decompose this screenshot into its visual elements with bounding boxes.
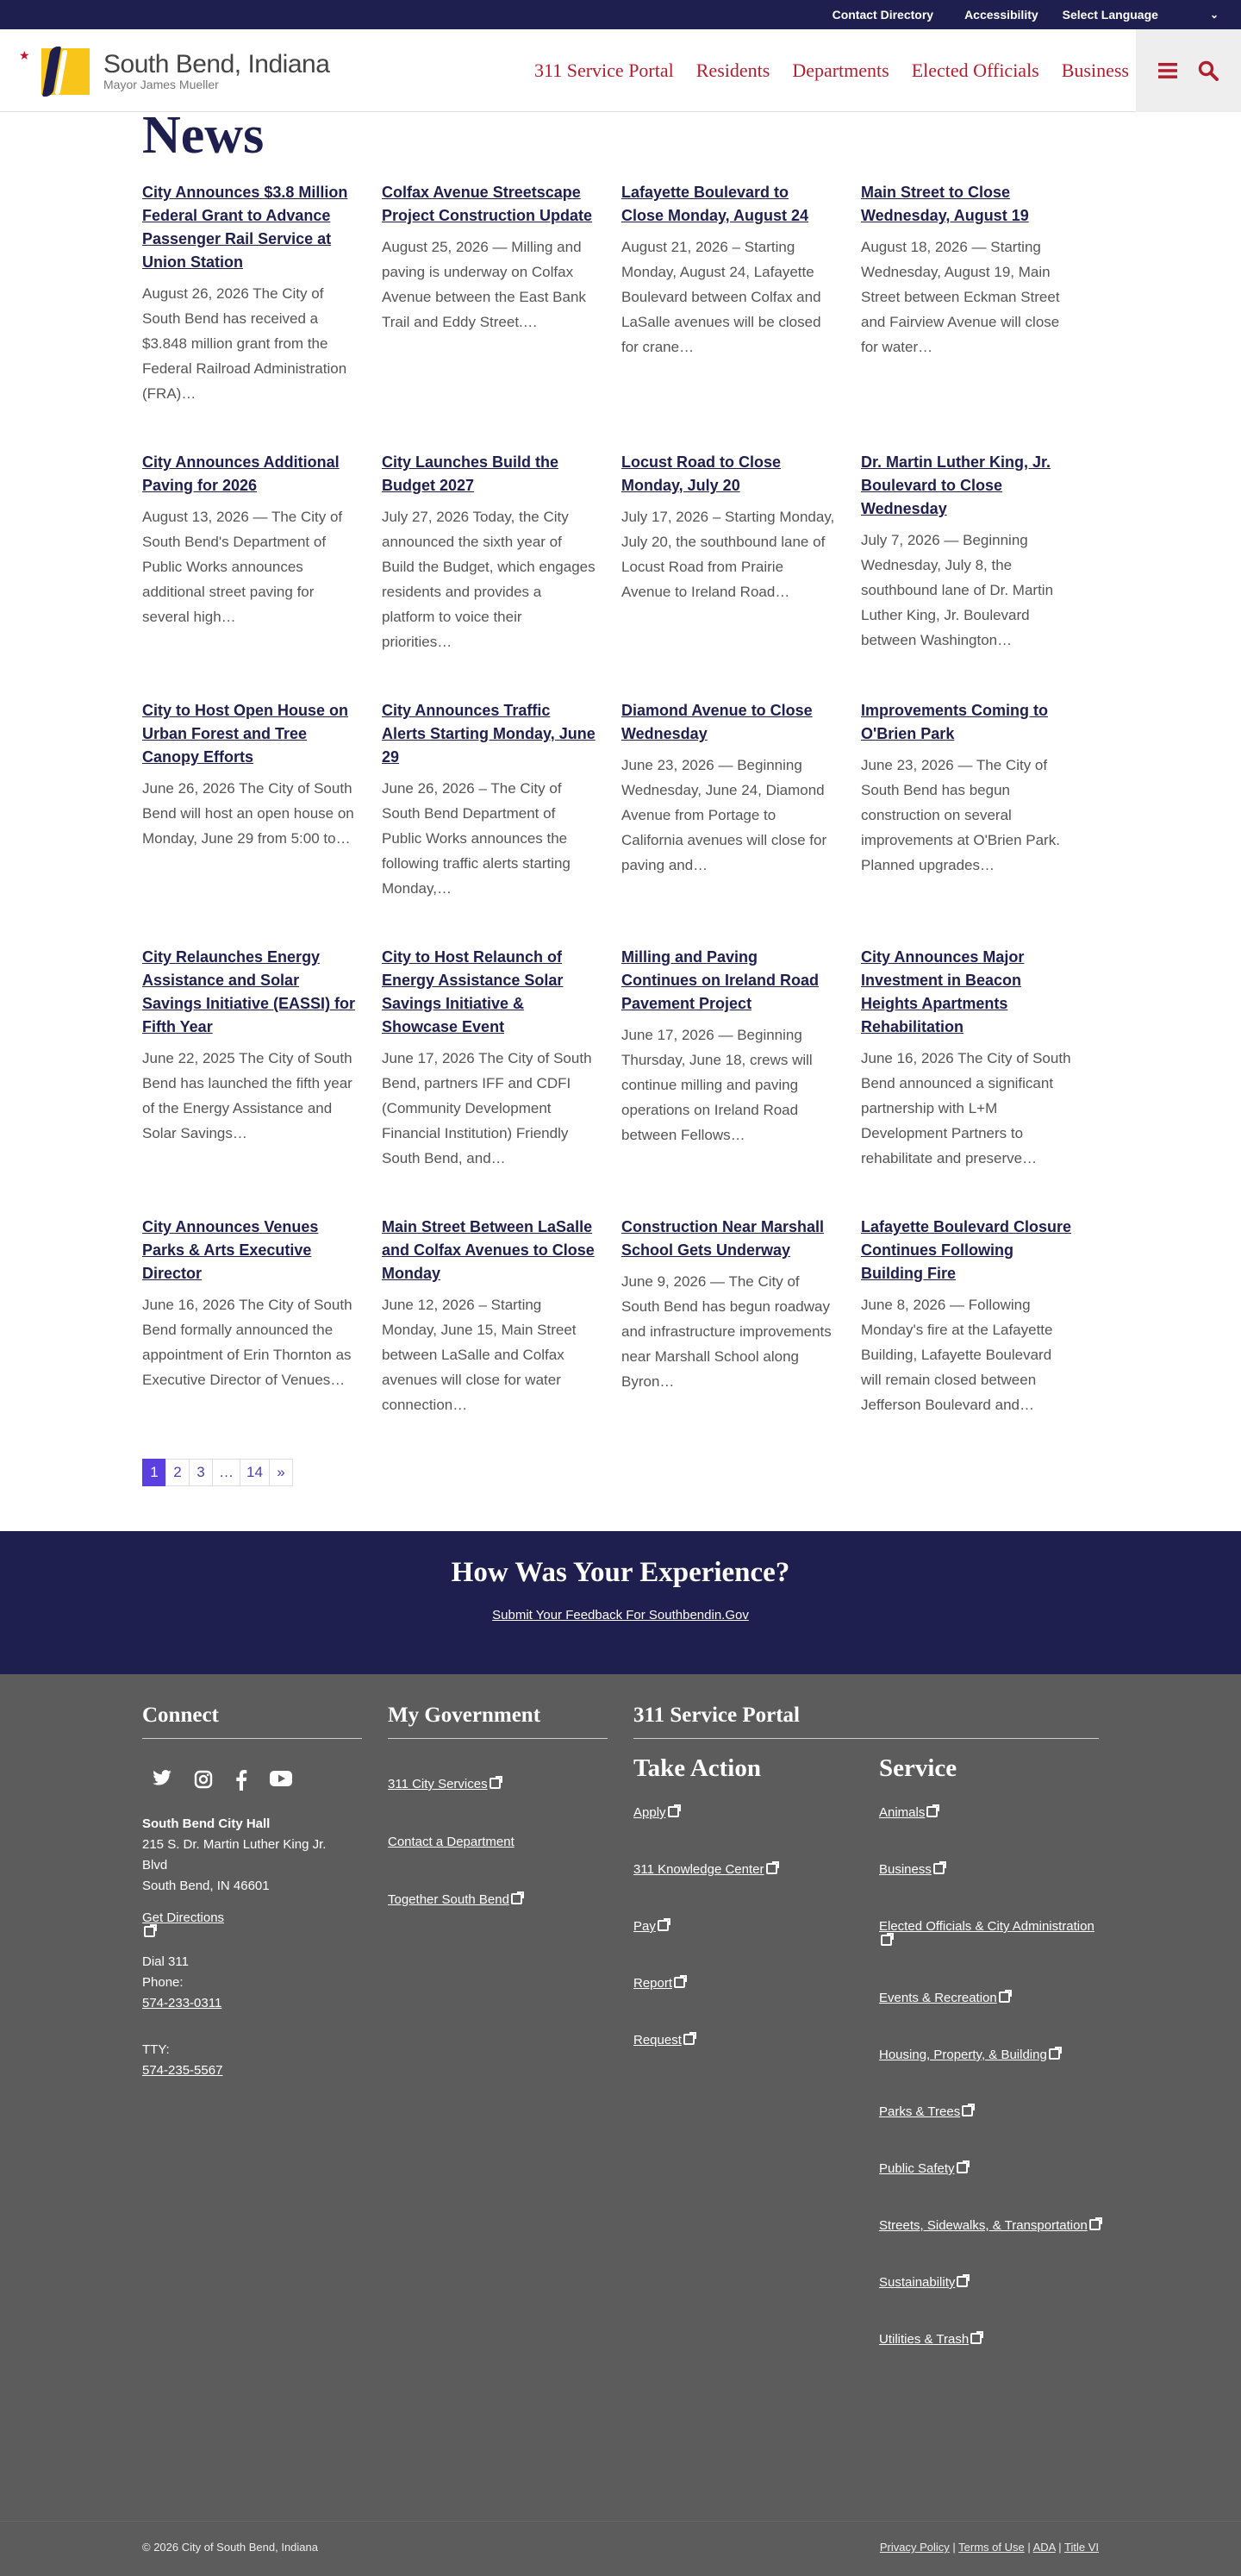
take-action-column	[633, 1754, 866, 2090]
accessibility-link[interactable]: Accessibility	[964, 8, 1038, 22]
page-14-button[interactable]: 14	[240, 1459, 270, 1486]
news-item	[621, 699, 861, 901]
news-title-link[interactable]: City Announces Traffic Alerts Starting Monday, June 29	[382, 702, 596, 766]
news-snippet: August 18, 2026 — Starting Wednesday, August 19, Main Street between Eckman Street and Fairview Avenue will close for water…	[861, 239, 1060, 355]
news-item	[621, 451, 861, 654]
news-title-link[interactable]: Lafayette Boulevard to Close Monday, August 24	[621, 184, 809, 224]
footer-bottom-bar	[0, 2521, 1241, 2576]
news-snippet: June 26, 2026 – The City of South Bend Department of Public Works announces the following traffic alerts starting Monday,…	[382, 780, 571, 897]
main-nav	[512, 29, 1129, 112]
page-3-button[interactable]: 3	[189, 1459, 213, 1486]
nav-tools	[1136, 29, 1241, 112]
service-link[interactable]	[879, 2332, 1103, 2347]
contact-directory-link[interactable]: Contact Directory	[832, 8, 934, 22]
news-title-link[interactable]: Diamond Avenue to Close Wednesday	[621, 702, 813, 742]
take-action-link-label: Request	[633, 2033, 682, 2048]
gov-link-label: 311 City Services	[388, 1777, 488, 1791]
service-link-label: Housing, Property, & Building	[879, 2048, 1047, 2062]
news-title-link[interactable]: Colfax Avenue Streetscape Project Construction Update	[382, 184, 593, 224]
external-link-icon	[957, 2276, 968, 2287]
service-link-label: Events & Recreation	[879, 1991, 997, 2005]
external-link-icon	[144, 1926, 155, 1937]
news-item	[382, 451, 621, 654]
news-item	[861, 451, 1101, 654]
news-title-link[interactable]: City Announces Major Investment in Beacon Heights Apartments Rehabilitation	[861, 948, 1025, 1035]
news-item	[861, 1216, 1101, 1417]
social-links	[153, 1770, 362, 1795]
service-link-label: Elected Officials & City Administration	[879, 1919, 1094, 1934]
nav-item-elected-officials[interactable]: Elected Officials	[911, 59, 1039, 81]
feedback-link[interactable]: Submit Your Feedback For Southbendin.Gov	[492, 1608, 749, 1623]
feedback-band	[0, 1531, 1241, 1674]
service-link-label: Streets, Sidewalks, & Transportation	[879, 2218, 1088, 2233]
news-snippet: August 13, 2026 — The City of South Bend's Department of Public Works announces additional street paving for several high…	[142, 509, 343, 625]
news-title-link[interactable]: City Relaunches Energy Assistance and Solar Savings Initiative (EASSI) for Fifth Year	[142, 948, 356, 1035]
service-link-label: Parks & Trees	[879, 2104, 961, 2119]
terms-of-use-link[interactable]: Terms of Use	[958, 2541, 1025, 2554]
take-action-link[interactable]	[633, 1862, 866, 1877]
news-snippet: June 26, 2026 The City of South Bend will host an open house on Monday, June 29 from 5:00 to…	[142, 780, 354, 847]
external-link-icon	[933, 1863, 945, 1874]
gov-link-311-city-services[interactable]	[388, 1777, 608, 1792]
external-link-icon	[999, 1991, 1010, 2003]
service-portal-heading: 311 Service Portal	[633, 1704, 1099, 1739]
news-item	[621, 946, 861, 1171]
nav-item-departments[interactable]: Departments	[792, 59, 889, 81]
page-1-button[interactable]: 1	[142, 1459, 166, 1486]
tty-label: TTY:	[142, 2042, 170, 2057]
gov-link-label: Together South Bend	[388, 1892, 509, 1907]
news-item	[621, 1216, 861, 1417]
take-action-link[interactable]	[633, 1805, 866, 1820]
service-column	[879, 1754, 1103, 2389]
news-snippet: June 16, 2026 The City of South Bend formally announced the appointment of Erin Thornton as Executive Director of Venues…	[142, 1297, 352, 1388]
news-title-link[interactable]: Milling and Paving Continues on Ireland Road Pavement Project	[621, 948, 820, 1012]
service-link[interactable]	[879, 2275, 1103, 2290]
service-link[interactable]	[879, 1805, 1103, 1820]
site-subtitle: Mayor James Mueller	[103, 77, 219, 91]
instagram-icon[interactable]	[194, 1770, 213, 1795]
take-action-link-label: 311 Knowledge Center	[633, 1862, 764, 1877]
service-link[interactable]	[879, 1919, 1103, 1948]
news-snippet: August 25, 2026 — Milling and paving is underway on Colfax Avenue between the East Bank Trail and Eddy Street.…	[382, 239, 586, 330]
service-link-label: Sustainability	[879, 2275, 956, 2290]
service-link-label: Utilities & Trash	[879, 2332, 970, 2347]
service-link[interactable]	[879, 1862, 1103, 1877]
take-action-link[interactable]	[633, 2033, 866, 2048]
external-link-icon	[1089, 2219, 1101, 2230]
news-item	[861, 946, 1101, 1171]
tty-link[interactable]: 574-235-5567	[142, 2063, 223, 2078]
city-hall-address	[142, 1814, 362, 1897]
news-grid	[142, 181, 1107, 1462]
footer-service-portal	[633, 1704, 1099, 2347]
language-select-label: Select Language	[1062, 8, 1158, 22]
language-select[interactable]	[1063, 8, 1219, 22]
address-line-2: Blvd	[142, 1858, 168, 1873]
news-title-link[interactable]: City Announces Additional Paving for 2026	[142, 453, 340, 494]
footer-my-government	[388, 1704, 608, 1908]
main-content	[142, 106, 1107, 1486]
news-item	[142, 1216, 382, 1417]
external-link-icon	[881, 1935, 892, 1946]
news-snippet: June 16, 2026 The City of South Bend announced a significant partnership with L+M Development Partners to rehabilitate and preserve…	[861, 1050, 1071, 1166]
gov-link-label: Contact a Department	[388, 1835, 514, 1849]
news-snippet: July 17, 2026 – Starting Monday, July 20, the southbound lane of Locust Road from Prairie Avenue to Ireland Road…	[621, 509, 835, 600]
page-title: News	[142, 106, 265, 165]
take-action-link[interactable]	[633, 1919, 866, 1934]
news-item	[382, 1216, 621, 1417]
news-title-link[interactable]: Improvements Coming to O'Brien Park	[861, 702, 1049, 742]
news-item	[382, 946, 621, 1171]
external-link-icon	[970, 2333, 982, 2344]
external-link-icon	[926, 1806, 938, 1817]
news-title-link[interactable]: Main Street to Close Wednesday, August 19	[861, 184, 1029, 224]
external-link-icon	[683, 2034, 695, 2045]
nav-item-business[interactable]: Business	[1061, 59, 1129, 81]
news-title-link[interactable]: City Announces Venues Parks & Arts Executive Director	[142, 1218, 319, 1282]
service-link[interactable]	[879, 1991, 1103, 2005]
service-link-label: Business	[879, 1862, 932, 1877]
news-snippet: June 23, 2026 — The City of South Bend has begun construction on several improvements at O'Brien Park. Planned upgrades…	[861, 757, 1060, 873]
copyright: © 2026 City of South Bend, Indiana	[142, 2541, 318, 2554]
pagination	[142, 1459, 1107, 1486]
get-directions-link[interactable]	[142, 1910, 362, 1940]
service-heading: Service	[879, 1754, 957, 1782]
menu-icon[interactable]	[1158, 62, 1177, 79]
site-header	[0, 29, 1241, 112]
news-item	[861, 181, 1101, 406]
footer-connect	[142, 1704, 362, 2081]
phone-label: Phone:	[142, 1975, 184, 1990]
external-link-icon	[668, 1806, 679, 1817]
news-title-link[interactable]: City to Host Relaunch of Energy Assistance Solar Savings Initiative & Showcase Event	[382, 948, 564, 1035]
take-action-heading: Take Action	[633, 1754, 761, 1782]
news-snippet: August 26, 2026 The City of South Bend has received a $3.848 million grant from the Federal Railroad Administration (FRA)…	[142, 285, 347, 402]
take-action-link[interactable]	[633, 1976, 866, 1991]
city-hall-name: South Bend City Hall	[142, 1816, 271, 1831]
page-ellipsis: …	[212, 1459, 240, 1486]
twitter-icon[interactable]	[153, 1770, 171, 1795]
news-snippet: June 23, 2026 — Beginning Wednesday, June 24, Diamond Avenue from Portage to California avenues will close for paving and…	[621, 757, 827, 873]
news-item	[382, 699, 621, 901]
city-seal-icon: ★	[19, 45, 91, 97]
nav-item-residents[interactable]: Residents	[695, 59, 770, 81]
phone-link[interactable]: 574-233-0311	[142, 1996, 222, 2010]
next-page-button[interactable]: »	[269, 1459, 293, 1486]
news-title-link[interactable]: Main Street Between LaSalle and Colfax Avenues to Close Monday	[382, 1218, 595, 1282]
news-snippet: June 17, 2026 The City of South Bend, partners IFF and CDFI (Community Development Financial Institution) Friendly South Bend, and…	[382, 1050, 592, 1166]
take-action-link-label: Apply	[633, 1805, 666, 1820]
facebook-icon[interactable]	[235, 1770, 247, 1795]
news-title-link[interactable]: City Launches Build the Budget 2027	[382, 453, 559, 494]
news-snippet: June 9, 2026 — The City of South Bend has begun roadway and infrastructure improvements near Marshall School along Byron…	[621, 1273, 832, 1390]
address-line-3: South Bend, IN 46601	[142, 1879, 270, 1893]
utility-bar	[0, 0, 1241, 29]
page-2-button[interactable]: 2	[165, 1459, 190, 1486]
service-link[interactable]	[879, 2161, 1103, 2176]
address-line-1: 215 S. Dr. Martin Luther King Jr.	[142, 1837, 327, 1852]
gov-link-contact-department[interactable]	[388, 1835, 608, 1850]
news-snippet: June 22, 2025 The City of South Bend has launched the fifth year of the Energy Assistance and Solar Savings…	[142, 1050, 352, 1141]
news-snippet: June 12, 2026 – Starting Monday, June 15, Main Street between LaSalle and Colfax avenues will close for water connection…	[382, 1297, 577, 1413]
external-link-icon	[1049, 2048, 1060, 2060]
news-title-link[interactable]: City to Host Open House on Urban Forest and Tree Canopy Efforts	[142, 702, 349, 766]
external-link-icon	[962, 2105, 973, 2116]
news-item	[142, 699, 382, 901]
get-directions-label: Get Directions	[142, 1910, 225, 1925]
external-link-icon	[766, 1863, 777, 1874]
news-title-link[interactable]: Locust Road to Close Monday, July 20	[621, 453, 782, 494]
external-link-icon	[490, 1778, 501, 1789]
external-link-icon	[511, 1893, 522, 1904]
news-title-link[interactable]: City Announces $3.8 Million Federal Grant to Advance Passenger Rail Service at Union Station	[142, 184, 348, 271]
news-snippet: June 8, 2026 — Following Monday's fire at the Lafayette Building, Lafayette Boulevard will remain closed between Jefferson Boulevard and…	[861, 1297, 1053, 1413]
search-icon[interactable]	[1198, 60, 1219, 81]
news-title-link[interactable]: Lafayette Boulevard Closure Continues Following Building Fire	[861, 1218, 1072, 1282]
service-link[interactable]	[879, 2104, 1103, 2119]
news-item	[142, 946, 382, 1171]
news-item	[142, 451, 382, 654]
title-vi-link[interactable]: Title VI	[1064, 2541, 1099, 2554]
news-item	[382, 181, 621, 406]
news-snippet: June 17, 2026 — Beginning Thursday, June 18, crews will continue milling and paving operations on Ireland Road between Fellows…	[621, 1027, 813, 1143]
take-action-link-label: Pay	[633, 1919, 656, 1934]
site-logo[interactable]	[0, 45, 329, 97]
take-action-link-label: Report	[633, 1976, 673, 1991]
youtube-icon[interactable]	[270, 1770, 292, 1795]
service-link-label: Animals	[879, 1805, 926, 1820]
privacy-policy-link[interactable]: Privacy Policy	[879, 2541, 950, 2554]
site-title: South Bend, Indiana	[103, 49, 330, 78]
external-link-icon	[957, 2162, 968, 2173]
my-government-heading: My Government	[388, 1704, 608, 1739]
site-footer	[0, 1674, 1241, 2521]
service-link[interactable]	[879, 2218, 1103, 2233]
chevron-down-icon: ⌄	[1209, 9, 1219, 21]
news-item	[621, 181, 861, 406]
external-link-icon	[674, 1977, 685, 1988]
nav-item-311-service-portal[interactable]: 311 Service Portal	[534, 59, 674, 81]
ada-link[interactable]: ADA	[1032, 2541, 1056, 2554]
legal-links: Privacy Policy | Terms of Use | ADA | Title VI	[879, 2541, 1099, 2554]
news-item	[861, 699, 1101, 901]
external-link-icon	[658, 1920, 669, 1931]
contact-phones	[142, 1952, 362, 2081]
news-snippet: July 27, 2026 Today, the City announced the sixth year of Build the Budget, which engages residents and provides a platform to voice their priorities…	[382, 509, 596, 650]
dial-311: Dial 311	[142, 1954, 189, 1969]
news-snippet: August 21, 2026 – Starting Monday, August 24, Lafayette Boulevard between Colfax and LaSalle avenues will be closed for crane…	[621, 239, 821, 355]
service-link[interactable]	[879, 2048, 1103, 2062]
news-title-link[interactable]: Construction Near Marshall School Gets Underway	[621, 1218, 825, 1259]
news-snippet: July 7, 2026 — Beginning Wednesday, July 8, the southbound lane of Dr. Martin Luther King, Jr. Boulevard between Washington…	[861, 532, 1054, 648]
connect-heading: Connect	[142, 1704, 362, 1739]
news-title-link[interactable]: Dr. Martin Luther King, Jr. Boulevard to Close Wednesday	[861, 453, 1051, 517]
feedback-title: How Was Your Experience?	[451, 1557, 790, 1588]
gov-link-together-south-bend[interactable]	[388, 1892, 608, 1908]
service-link-label: Public Safety	[879, 2161, 955, 2176]
news-item	[142, 181, 382, 406]
